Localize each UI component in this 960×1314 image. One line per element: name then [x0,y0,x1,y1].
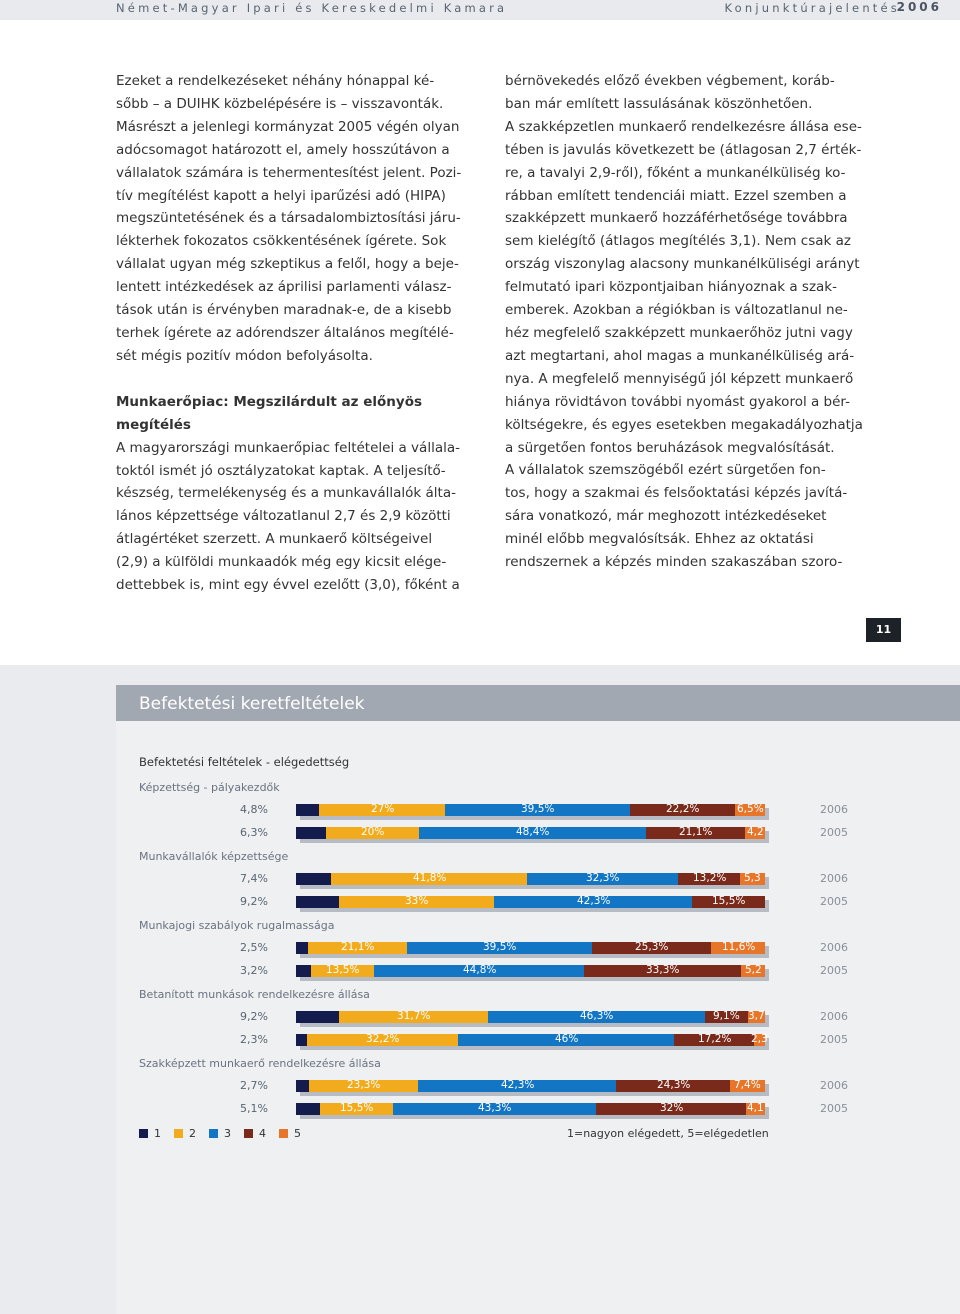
stacked-bar [296,1011,765,1023]
bar-segment-2 [311,965,374,977]
bar-segment-2 [319,804,445,816]
header-year: 2006 [896,0,942,14]
bar-value-label-1: 7,4% [240,872,268,885]
legend-label-5: 5 [294,1127,301,1140]
legend-label-4: 4 [259,1127,266,1140]
stacked-bar [296,804,765,816]
bar-value-label-2: 41,8% [413,872,447,884]
text-line: tív megítélést kapott a helyi iparűzési adó (HIPA) [116,187,446,204]
text-line: megszüntetésének és a társadalombiztosítási járu- [116,210,461,227]
bar-segment-3 [494,896,692,908]
page-number: 11 [866,618,901,642]
text-line: lékterhek fokozatos csökkentésének ígérete. Sok [116,233,447,250]
text-line: szakképzett munkaerő hozzáférhetősége továbbra [505,210,848,227]
bar-value-label-1: 2,5% [240,941,268,954]
bar-value-label-4: 9,1% [713,1010,740,1022]
bar-segment-3 [419,827,646,839]
bar-segment-1 [296,1080,309,1092]
legend-note: 1=nagyon elégedett, 5=elégedetlen [567,1127,769,1140]
bar-segment-4 [616,1080,730,1092]
category-label: Képzettség - pályakezdők [139,781,280,794]
bar-value-label-3: 44,8% [463,964,497,976]
text-line: költségekre, és egyes esetekben megakadályozhatja [505,416,863,433]
stacked-bar [296,873,765,885]
text-line: A magyarországi munkaerőpiac feltételei a vállala- [116,439,460,456]
header-org: Német-Magyar Ipari és Kereskedelmi Kamara [116,1,508,15]
section-heading-labour-market: Munkaerőpiac: Megszilárdult az előnyös megítélés [116,393,423,433]
bar-segment-3 [393,1103,596,1115]
stacked-bar [296,1080,765,1092]
text-line: sem kielégítő (átlagos megítélés 3,1). Nem csak az [505,233,852,250]
bar-segment-1 [296,965,311,977]
bar-segment-1 [296,1103,320,1115]
bar-year-label: 2005 [820,1102,848,1115]
text-line: adócsomagot határozott el, amely hosszútávon a [116,141,450,158]
bar-value-label-4: 25,3% [635,941,669,953]
text-line: vállalat ugyan még szkeptikus a felől, hogy a beje- [116,256,459,273]
bar-segment-3 [407,942,592,954]
bar-year-label: 2005 [820,826,848,839]
chart-legend [139,1127,314,1140]
text-line: felmutató ipari központjaiban hiányoznak a szak- [505,279,837,296]
bar-segment-4 [705,1011,748,1023]
bar-value-label-3: 42,3% [577,895,611,907]
stacked-bar [296,942,765,954]
bar-year-label: 2006 [820,1010,848,1023]
bar-segment-2 [326,827,419,839]
text-line: a sürgetően fontos beruházások megvalósítását. [505,439,835,456]
bar-segment-1 [296,804,319,816]
text-line: készség, termelékenység és a munkavállalók álta- [116,485,456,502]
legend-swatch-1 [139,1129,148,1138]
bar-value-label-4: 33,3% [646,964,680,976]
category-label: Munkajogi szabályok rugalmassága [139,919,335,932]
text-line: Másrészt a jelenlegi kormányzat 2005 végén olyan [116,118,460,135]
bar-segment-4 [674,1034,754,1046]
bar-value-label-5: 2,3 [751,1033,768,1045]
bar-value-label-3: 39,5% [483,941,517,953]
bar-segment-1 [296,1034,307,1046]
stacked-bar [296,896,765,908]
bar-year-label: 2005 [820,964,848,977]
text-line: A szakképzetlen munkaerő rendelkezésre állása ese- [505,118,862,135]
bar-value-label-4: 32% [660,1102,684,1114]
bar-segment-5 [735,804,765,816]
bar-segment-4 [596,1103,746,1115]
stacked-bar [296,965,765,977]
header-report: Konjunktúrajelentés [724,1,900,15]
bar-segment-4 [584,965,741,977]
bar-value-label-1: 2,7% [240,1079,268,1092]
bar-value-label-3: 46,3% [580,1010,614,1022]
text-line: toktól ismét jó osztályzatokat kaptak. A teljesítő- [116,462,446,479]
bar-segment-1 [296,896,339,908]
bar-segment-3 [418,1080,616,1092]
bar-value-label-5: 3,7 [748,1010,765,1022]
bar-value-label-3: 39,5% [521,803,555,815]
bar-value-label-2: 15,5% [340,1102,374,1114]
text-line: rendszernek a képzés minden szakaszában szoro- [505,554,843,571]
bar-value-label-3: 42,3% [501,1079,535,1091]
bar-segment-4 [630,804,735,816]
legend-label-2: 2 [189,1127,196,1140]
legend-label-1: 1 [154,1127,161,1140]
text-line: A vállalatok szemszögéből ezért sürgetően fon- [505,462,826,479]
legend-label-3: 3 [224,1127,231,1140]
bar-value-label-5: 4,2 [747,826,764,838]
text-line: sára vonatkozó, már meghozott intézkedéseket [505,508,827,525]
bar-value-label-4: 13,2% [693,872,727,884]
bar-value-label-5: 6,5% [737,803,764,815]
bar-value-label-2: 27% [371,803,395,815]
chart-title: Befektetési feltételek - elégedettség [139,755,350,769]
text-line: terhek ígérete az adórendszer általános megítélé- [116,324,454,341]
bar-segment-2 [308,942,407,954]
bar-segment-1 [296,827,326,839]
paragraph-skilled-workforce [505,70,863,574]
text-line: vállalatok számára is tehermentesítést jelent. Pozi- [116,164,462,181]
bar-segment-3 [374,965,584,977]
bar-value-label-5: 4,1 [747,1102,764,1114]
bar-segment-4 [692,896,765,908]
bar-value-label-5: 5,3 [744,872,761,884]
bar-value-label-1: 9,2% [240,1010,268,1023]
legend-swatch-2 [174,1129,183,1138]
text-column-left [116,70,462,597]
text-line: (2,9) a külföldi munkaadók még egy kicsit elége- [116,554,447,571]
bar-value-label-3: 48,4% [516,826,550,838]
text-line: tében is javulás következett be (átlagosan 2,7 érték- [505,141,862,158]
stacked-bar [296,1103,765,1115]
bar-segment-5 [740,873,765,885]
bar-value-label-5: 7,4% [734,1079,761,1091]
paragraph-labour-market [116,437,460,597]
bar-segment-2 [309,1080,418,1092]
bar-value-label-4: 22,2% [666,803,700,815]
bar-segment-1 [296,873,331,885]
bar-year-label: 2005 [820,1033,848,1046]
bar-value-label-1: 6,3% [240,826,268,839]
text-line: ban már említett lassulásának köszönhetően. [505,95,813,112]
bar-value-label-2: 21,1% [341,941,375,953]
bar-segment-5 [748,1011,765,1023]
category-label: Munkavállalók képzettsége [139,850,289,863]
bar-segment-1 [296,1011,339,1023]
bar-year-label: 2006 [820,803,848,816]
legend-swatch-5 [279,1129,288,1138]
text-line: emberek. Azokban a régiókban is változatlanul ne- [505,302,848,319]
bar-year-label: 2005 [820,895,848,908]
text-line: lentett intézkedések az áprilisi parlamenti válasz- [116,279,452,296]
text-line: tos, hogy a szakmai és felsőoktatási képzés javítá- [505,485,848,502]
bar-value-label-4: 21,1% [679,826,713,838]
bar-value-label-2: 33% [405,895,429,907]
text-line: hiánya rövidtávon további nyomást gyakorol a bér- [505,393,850,410]
bar-year-label: 2006 [820,1079,848,1092]
legend-swatch-3 [209,1129,218,1138]
bar-segment-5 [745,827,765,839]
bar-segment-3 [488,1011,705,1023]
text-line: bérnövekedés előző években végbement, koráb- [505,73,835,89]
bar-value-label-1: 4,8% [240,803,268,816]
text-line: re, a tavalyi 2,9-ről), főként a munkanélküliség ko- [505,164,846,181]
text-line: tások után is érvényben maradnak-e, de a kisebb [116,302,452,319]
legend-swatch-4 [244,1129,253,1138]
section-title: Befektetési keretfeltételek [139,694,365,714]
bar-segment-5 [741,965,765,977]
bar-value-label-5: 5,2 [745,964,762,976]
bar-value-label-3: 46% [555,1033,579,1045]
page-header [0,0,960,20]
text-line: Ezeket a rendelkezéseket néhány hónappal ké- [116,73,435,89]
bar-value-label-2: 32,2% [366,1033,400,1045]
bar-value-label-4: 17,2% [698,1033,732,1045]
bar-segment-4 [678,873,740,885]
bar-segment-4 [646,827,745,839]
text-line: dettebbek is, mint egy évvel ezelőtt (3,0), főként a [116,577,460,594]
bar-value-label-4: 15,5% [712,895,746,907]
text-line: sét mégis pozitív módon befolyásolta. [116,347,373,364]
text-line: lános képzettsége változatlanul 2,7 és 2,9 közötti [116,508,451,525]
bar-value-label-2: 13,5% [326,964,360,976]
bar-segment-4 [592,942,711,954]
text-line: minél előbb megvalósítsák. Ehhez az oktatási [505,531,814,548]
text-column-right [505,70,863,574]
stacked-bar [296,1033,768,1046]
bar-value-label-4: 24,3% [657,1079,691,1091]
text-line: átlagértéket szerzett. A munkaerő költségeivel [116,531,433,548]
text-line: ország viszonylag alacsony munkanélküliségi arányt [505,256,860,273]
paragraph-tax [116,70,462,368]
bar-segment-2 [320,1103,393,1115]
stacked-bar [296,827,765,839]
bar-segment-5 [711,942,765,954]
bar-value-label-2: 23,3% [347,1079,381,1091]
text-line: héz megfelelő szakképzett munkaerőhöz jutni vagy [505,324,853,341]
bar-segment-3 [445,804,630,816]
bar-year-label: 2006 [820,872,848,885]
bar-segment-1 [296,942,308,954]
bar-value-label-2: 31,7% [397,1010,431,1022]
bar-value-label-1: 3,2% [240,964,268,977]
bar-value-label-1: 9,2% [240,895,268,908]
bar-segment-5 [751,1033,768,1046]
bar-segment-2 [307,1034,458,1046]
category-label: Betanított munkások rendelkezésre állása [139,988,370,1001]
bar-segment-3 [458,1034,674,1046]
bar-segment-2 [339,1011,488,1023]
text-line: sőbb – a DUIHK közbelépésére is – visszavonták. [116,95,444,112]
bar-segment-2 [339,896,494,908]
bar-value-label-3: 32,3% [586,872,620,884]
bar-segment-3 [527,873,678,885]
bar-year-label: 2006 [820,941,848,954]
bar-segment-5 [746,1103,765,1115]
bar-value-label-1: 2,3% [240,1033,268,1046]
bar-value-label-3: 43,3% [478,1102,512,1114]
bar-segment-2 [331,873,527,885]
bar-value-label-2: 20% [361,826,385,838]
category-label: Szakképzett munkaerő rendelkezésre állása [139,1057,381,1070]
bar-value-label-1: 5,1% [240,1102,268,1115]
text-line: azt megtartani, ahol magas a munkanélküliség ará- [505,347,855,364]
text-line: nya. A megfelelő mennyiségű jól képzett munkaerő [505,370,854,387]
bar-segment-5 [730,1080,765,1092]
text-line: rábban említett tendenciái miatt. Ezzel szemben a [505,187,847,204]
bar-value-label-5: 11,6% [722,941,756,953]
